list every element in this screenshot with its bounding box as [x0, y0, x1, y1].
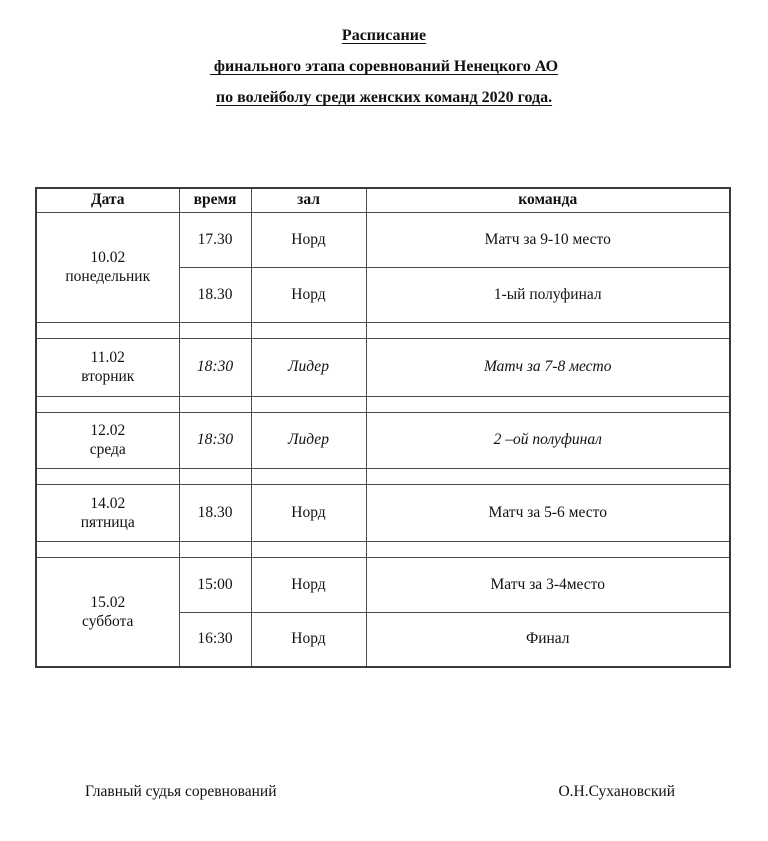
hall-cell: Норд [251, 212, 366, 267]
spacer-row [36, 396, 730, 412]
document-title [0, 20, 768, 113]
header-date: Дата [36, 188, 179, 212]
title-line-3: по волейболу среди женских команд 2020 года. [215, 89, 553, 106]
table-row [36, 412, 730, 468]
hall-cell: Норд [251, 484, 366, 541]
empty-cell [36, 468, 179, 484]
hall-cell: Норд [251, 612, 366, 667]
document-footer [85, 783, 675, 801]
time-cell: 18.30 [179, 484, 251, 541]
spacer-row [36, 322, 730, 338]
team-cell: Финал [366, 612, 730, 667]
time-cell: 18:30 [179, 338, 251, 396]
team-cell: Матч за 5-6 место [366, 484, 730, 541]
title-line-2: финального этапа соревнований Ненецкого АО [209, 58, 559, 75]
header-hall: зал [251, 188, 366, 212]
spacer-row [36, 468, 730, 484]
day-value: суббота [82, 612, 134, 630]
day-value: среда [89, 441, 126, 458]
empty-cell [179, 541, 251, 557]
team-cell: 2 –ой полуфинал [366, 412, 730, 468]
day-value: пятница [80, 513, 135, 531]
date-cell-saturday [36, 557, 179, 667]
day-value: вторник [81, 368, 135, 385]
empty-cell [251, 468, 366, 484]
date-value: 10.02 [90, 249, 126, 266]
empty-cell [251, 322, 366, 338]
empty-cell [36, 396, 179, 412]
spacer-row [36, 541, 730, 557]
empty-cell [251, 541, 366, 557]
time-cell: 18:30 [179, 412, 251, 468]
schedule-table [35, 187, 731, 668]
time-cell: 18.30 [179, 267, 251, 322]
header-row [36, 188, 730, 212]
empty-cell [366, 541, 730, 557]
team-cell: Матч за 3-4место [366, 557, 730, 612]
hall-cell: Лидер [251, 338, 366, 396]
hall-cell: Норд [251, 557, 366, 612]
date-cell-friday [36, 484, 179, 541]
date-value: 15.02 [90, 593, 126, 611]
referee-name: О.Н.Сухановский [558, 783, 675, 800]
team-cell: Матч за 7-8 место [366, 338, 730, 396]
date-cell-wednesday [36, 412, 179, 468]
empty-cell [179, 468, 251, 484]
date-cell-monday [36, 212, 179, 322]
table-row [36, 557, 730, 612]
empty-cell [36, 541, 179, 557]
team-cell: Матч за 9-10 место [366, 212, 730, 267]
table-row [36, 484, 730, 541]
date-cell-tuesday [36, 338, 179, 396]
hall-cell: Норд [251, 267, 366, 322]
empty-cell [366, 396, 730, 412]
hall-cell: Лидер [251, 412, 366, 468]
empty-cell [366, 322, 730, 338]
day-value: понедельник [65, 268, 151, 285]
empty-cell [179, 396, 251, 412]
time-cell: 17.30 [179, 212, 251, 267]
empty-cell [179, 322, 251, 338]
header-team: команда [366, 188, 730, 212]
date-value: 14.02 [90, 494, 126, 512]
empty-cell [251, 396, 366, 412]
time-cell: 16:30 [179, 612, 251, 667]
table-row [36, 338, 730, 396]
table-row [36, 212, 730, 267]
empty-cell [366, 468, 730, 484]
chief-referee-label: Главный судья соревнований [85, 783, 277, 800]
date-value: 12.02 [90, 422, 126, 439]
team-cell: 1-ый полуфинал [366, 267, 730, 322]
time-cell: 15:00 [179, 557, 251, 612]
empty-cell [36, 322, 179, 338]
header-time: время [179, 188, 251, 212]
title-line-1: Расписание [341, 27, 427, 44]
date-value: 11.02 [90, 349, 125, 366]
